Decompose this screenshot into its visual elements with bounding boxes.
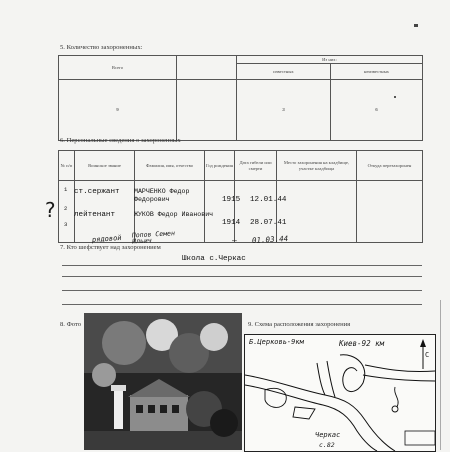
blank-line-3 — [62, 304, 422, 305]
row-num-2: 2 — [64, 205, 68, 212]
header-total: Всего — [59, 56, 177, 80]
row2-year: 1915 — [222, 196, 241, 204]
burial-count-table — [58, 55, 423, 141]
map-label-belaya-tserkov: Б.Церковь-9км — [249, 338, 304, 346]
patron-value: Школа с.Черкас — [182, 255, 246, 263]
count-known: 3 — [237, 80, 331, 141]
scan-speck — [394, 96, 396, 98]
section7-title: 7. Кто шефствует над захоронением — [60, 244, 161, 251]
row3-rank: лейтенант — [74, 211, 116, 219]
row3-name: ЖУКОВ Федор Иванович — [134, 211, 214, 218]
row-num-3: 3 — [64, 221, 68, 228]
hand-name: Попов Семен Ильич — [131, 229, 176, 246]
patron-line — [62, 265, 422, 266]
row2-name: МАРЧЕНКО Федор Федорович — [134, 188, 190, 203]
row3-year: 1914 — [222, 219, 241, 227]
map-label-village: с.82 — [319, 441, 335, 449]
map-label-kiev: Киев-92 км — [339, 339, 385, 348]
hand-year: — — [232, 236, 237, 245]
section5-title: 5. Количество захороненных: — [60, 44, 143, 51]
header-blank — [177, 56, 237, 80]
header-year: Год рождения — [205, 151, 235, 181]
count-blank — [177, 80, 237, 141]
header-num: № п/п — [59, 151, 75, 181]
scan-edge — [440, 300, 441, 450]
row2-rank: ст.сержант — [74, 188, 120, 196]
hand-death: 01.03.44 — [251, 234, 289, 245]
count-unknown: 6 — [331, 80, 423, 141]
row2-death: 12.01.44 — [250, 196, 287, 204]
header-of-them: Из них: — [237, 56, 423, 64]
hand-rank: рядовой — [91, 233, 122, 245]
header-place: Место захоронения на кладбище, участке кладбища — [277, 151, 357, 181]
personal-data-table — [58, 150, 423, 246]
blank-line-2 — [62, 290, 422, 291]
header-from: Откуда перезахоронен — [357, 151, 423, 181]
memorial-photo — [84, 313, 242, 450]
burial-location-map — [244, 334, 436, 452]
header-death: Дата гибели или смерти — [235, 151, 277, 181]
row-num-1: 1 — [64, 186, 68, 193]
section9-title: 9. Схема расположения захоронения — [248, 321, 351, 328]
map-label-north: С — [425, 351, 430, 359]
header-rank: Воинское звание — [75, 151, 135, 181]
count-total: 9 — [59, 80, 177, 141]
map-label-cherkasy: Черкас — [315, 431, 341, 439]
blank-line-1 — [62, 276, 422, 277]
header-unknown: неизвестных — [331, 64, 423, 80]
section8-title: 8. Фото — [60, 321, 82, 328]
section6-title: 6. Персональные сведения о захороненных — [60, 137, 181, 144]
header-known: известных — [237, 64, 331, 80]
header-name: Фамилия, имя, отчество — [135, 151, 205, 181]
margin-question-mark: ? — [44, 198, 57, 222]
row3-death: 28.07.41 — [250, 219, 287, 227]
memorial-photo-image — [84, 313, 242, 450]
scan-speck — [414, 24, 418, 27]
